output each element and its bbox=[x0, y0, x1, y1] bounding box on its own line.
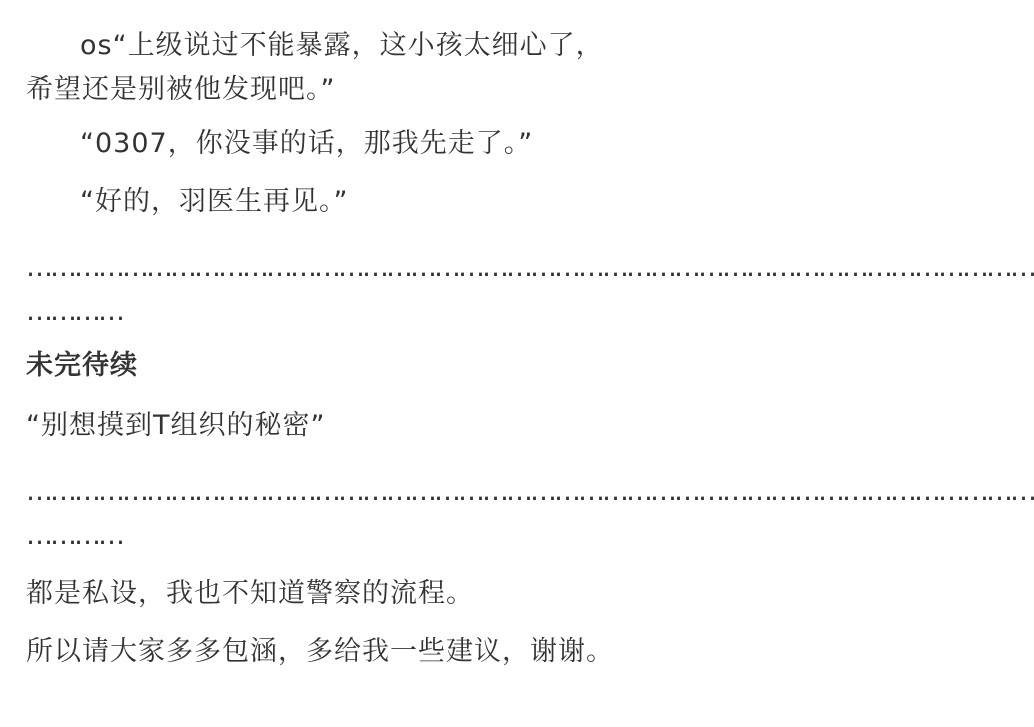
paragraph-author-note: 都是私设，我也不知道警察的流程。 bbox=[26, 578, 474, 609]
paragraph-os-thought: os“上级说过不能暴露，这小孩太细心了，希望还是别被他发现吧。” bbox=[26, 30, 604, 105]
paragraph-author-request: 所以请大家多多包涵，多给我一些建议，谢谢。 bbox=[26, 636, 614, 667]
paragraph-teaser: “别想摸到T组织的秘密” bbox=[26, 410, 326, 441]
paragraph-dialogue-leave: “0307，你没事的话，那我先走了。” bbox=[80, 128, 534, 159]
to-be-continued-heading: 未完待续 bbox=[26, 350, 138, 381]
ellipsis-divider-1a: ……………………………………………………………………………………………………………… bbox=[26, 252, 1034, 283]
paragraph-dialogue-goodbye: “好的，羽医生再见。” bbox=[80, 186, 349, 217]
ellipsis-divider-2b: ………… bbox=[26, 520, 122, 551]
ellipsis-divider-1b: ………… bbox=[26, 296, 122, 327]
ellipsis-divider-2a: ……………………………………………………………………………………………………………… bbox=[26, 476, 1034, 507]
